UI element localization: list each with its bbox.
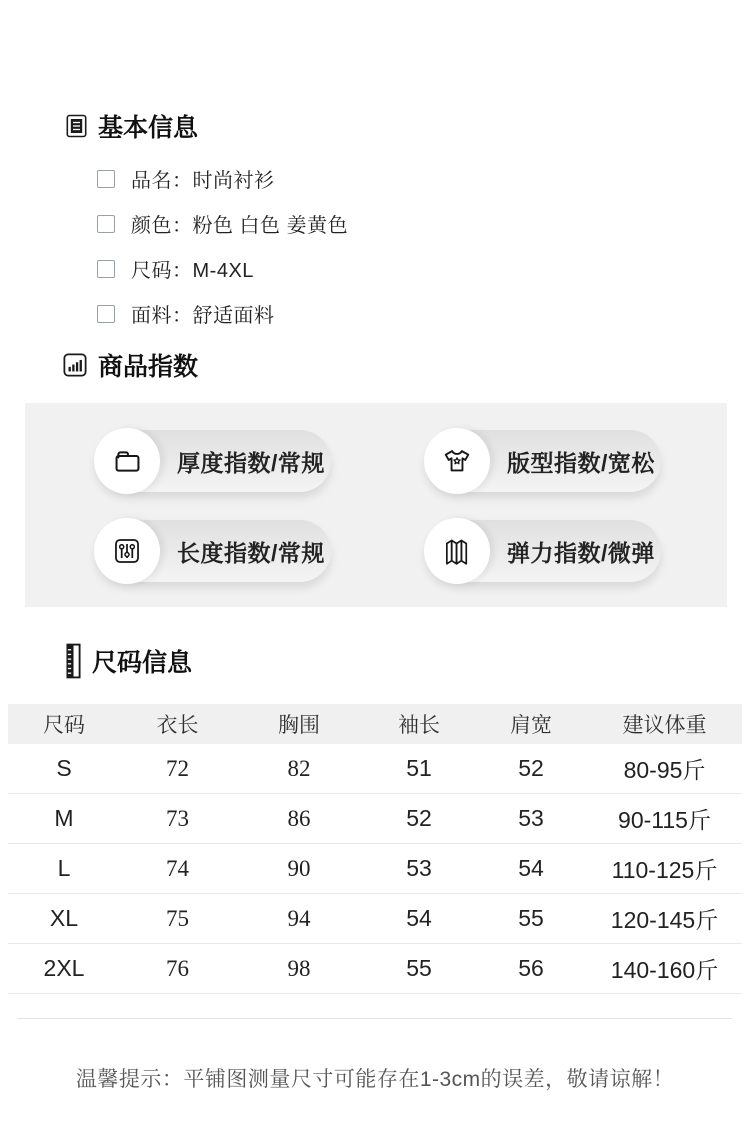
table-cell: 52: [475, 744, 587, 794]
checkbox-icon: [97, 260, 115, 278]
sliders-icon: [94, 518, 160, 584]
table-cell: 72: [120, 744, 235, 794]
table-cell: 73: [120, 794, 235, 844]
table-cell: M: [8, 794, 120, 844]
column-header: 建议体重: [587, 704, 742, 744]
list-item-name: [97, 164, 348, 193]
table-cell: 80-95斤: [587, 744, 742, 794]
column-header: 肩宽: [475, 704, 587, 744]
pill-label: 版型指数/宽松: [507, 449, 655, 476]
table-cell: 52: [363, 794, 475, 844]
basic-info-list: [97, 164, 348, 328]
product-index-header: [63, 347, 198, 383]
footer-divider: [18, 1018, 732, 1019]
table-cell: 2XL: [8, 944, 120, 994]
item-label: 颜色：: [131, 215, 193, 237]
table-cell: 110-125斤: [587, 844, 742, 894]
table-row: [8, 944, 742, 994]
table-cell: 86: [235, 794, 363, 844]
folded-map-icon: [424, 518, 490, 584]
table-cell: 53: [363, 844, 475, 894]
table-cell: 94: [235, 894, 363, 944]
table-cell: 140-160斤: [587, 944, 742, 994]
list-item-color: [97, 209, 348, 238]
table-cell: 74: [120, 844, 235, 894]
size-info-title: 尺码信息: [92, 649, 193, 677]
index-pill-length: [95, 520, 331, 582]
table-row: [8, 744, 742, 794]
size-info-header: [66, 643, 192, 679]
size-table: [8, 704, 742, 994]
table-cell: 54: [475, 844, 587, 894]
table-cell: S: [8, 744, 120, 794]
list-item-size: [97, 254, 348, 283]
basic-info-title: 基本信息: [98, 114, 199, 142]
list-item-fabric: [97, 299, 348, 328]
product-index-panel: [25, 403, 727, 607]
index-pill-elasticity: [425, 520, 661, 582]
table-row: [8, 894, 742, 944]
pill-label: 长度指数/常规: [177, 539, 325, 566]
table-row: [8, 794, 742, 844]
checkbox-icon: [97, 215, 115, 233]
table-cell: 54: [363, 894, 475, 944]
table-cell: 55: [363, 944, 475, 994]
column-header: 衣长: [120, 704, 235, 744]
table-cell: 76: [120, 944, 235, 994]
table-cell: 90-115斤: [587, 794, 742, 844]
column-header: 胸围: [235, 704, 363, 744]
table-cell: 120-145斤: [587, 894, 742, 944]
pill-label: 弹力指数/微弹: [507, 539, 655, 566]
basic-info-header: [66, 108, 198, 144]
checkbox-icon: [97, 305, 115, 323]
table-cell: L: [8, 844, 120, 894]
pill-label: 厚度指数/常规: [177, 449, 325, 476]
table-cell: 90: [235, 844, 363, 894]
table-cell: 51: [363, 744, 475, 794]
item-label: 品名：: [131, 170, 193, 192]
table-cell: XL: [8, 894, 120, 944]
table-row: [8, 844, 742, 894]
table-cell: 56: [475, 944, 587, 994]
ruler-icon: [66, 643, 81, 679]
table-cell: 82: [235, 744, 363, 794]
bar-chart-icon: [63, 353, 87, 377]
column-header: 尺码: [8, 704, 120, 744]
table-cell: 55: [475, 894, 587, 944]
footer-note: 温馨提示：平铺图测量尺寸可能存在1-3cm的误差，敬请谅解！: [75, 1068, 675, 1091]
table-cell: 53: [475, 794, 587, 844]
column-header: 袖长: [363, 704, 475, 744]
tshirt-icon: [424, 428, 490, 494]
table-header-row: [8, 704, 742, 744]
product-index-title: 商品指数: [98, 353, 199, 381]
table-cell: 98: [235, 944, 363, 994]
table-cell: 75: [120, 894, 235, 944]
checkbox-icon: [97, 170, 115, 188]
item-label: 尺码：: [131, 260, 193, 282]
item-value: M-4XL: [192, 260, 254, 282]
item-value: 粉色 白色 姜黄色: [192, 215, 349, 237]
index-pill-fit: [425, 430, 661, 492]
index-pill-thickness: [95, 430, 331, 492]
folder-icon: [94, 428, 160, 494]
item-value: 时尚衬衫: [192, 170, 275, 192]
document-icon: [66, 114, 87, 138]
item-value: 舒适面料: [192, 305, 275, 327]
item-label: 面料：: [131, 305, 193, 327]
